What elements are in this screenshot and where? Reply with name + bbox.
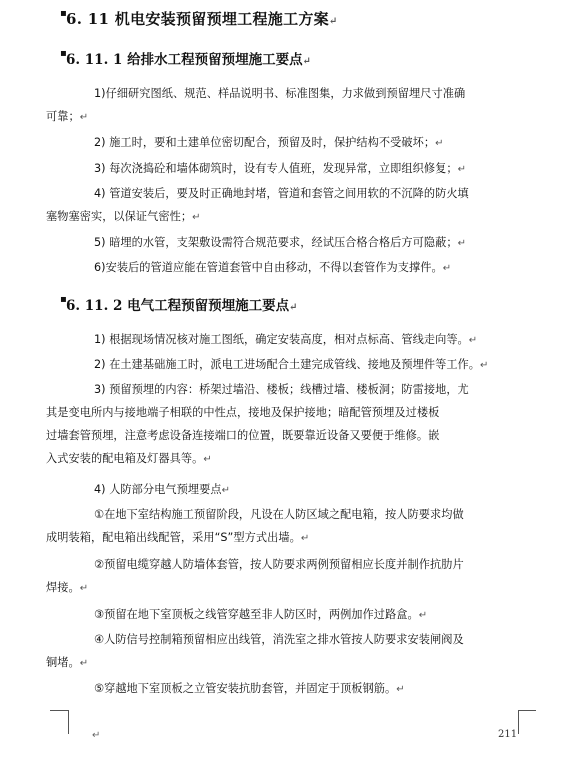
list-item-civil-defense-4: ④人防信号控制箱预留相应出线管，消洗室之排水管按人防要求安装闸阀及 铜堵。↵ — [46, 633, 464, 669]
list-item-civil-defense-3: ③预留在地下室顶板之线管穿越至非人防区时，两例加作过路盒。↵ — [94, 608, 428, 621]
crop-mark-right — [518, 710, 537, 734]
paragraph-electrical-4: 4) 人防部分电气预埋要点↵ — [94, 483, 231, 496]
paragraph-plumbing-4: 4) 管道安装后，要及时正确地封堵，管道和套管之间用软的不沉降的防火填 塞物塞密实，以保证气密性；↵ — [46, 187, 469, 223]
paragraph-plumbing-1: 1)仔细研究图纸、规范、样品说明书、标准图集，力求做到预留埋尺寸准确 可靠；↵ — [46, 87, 466, 123]
paragraph-electrical-1: 1) 根据现场情况核对施工图纸，确定安装高度，相对点标高、管线走向等。↵ — [94, 333, 478, 346]
paragraph-electrical-2: 2) 在土建基础施工时，派电工进场配合土建完成管线、接地及预埋件等工作。↵ — [94, 358, 489, 371]
chapter-heading: ▪6. 11 机电安装预留预埋工程施工方案↵ — [60, 8, 338, 28]
list-item-civil-defense-1: ①在地下室结构施工预留阶段，凡设在人防区域之配电箱，按人防要求均做 成明装箱，配电箱出线配管，采用“S”型方式出墙。↵ — [46, 508, 464, 544]
paragraph-plumbing-6: 6)安装后的管道应能在管道套管中自由移动，不得以套管作为支撑件。↵ — [94, 261, 452, 274]
paragraph-plumbing-2: 2) 施工时，要和土建单位密切配合，预留及时，保护结构不受破坏；↵ — [94, 136, 444, 149]
section-heading-plumbing: ▪6. 11. 1 给排水工程预留预埋施工要点↵ — [60, 48, 311, 68]
paragraph-electrical-3: 3) 预留预埋的内容：桥架过墙沿、楼板；线槽过墙、楼板洞；防雷接地，尤 其是变电所内与接地端子相联的中性点，接地及保护接地；暗配管预埋及过楼板 过墙套管预埋，注意考虑设备连接端口的位置，既要靠近设备又要便于维修。嵌 入式安装的配电箱及灯器具等。↵ — [46, 383, 469, 465]
paragraph-plumbing-3: 3) 每次浇捣砼和墙体砌筑时，设有专人值班，发现异常，立即组织修复；↵ — [94, 162, 466, 175]
crop-mark-left — [50, 710, 69, 734]
crop-mark-left-horizontal — [50, 710, 68, 711]
section-heading-electrical: ▪6. 11. 2 电气工程预留预埋施工要点↵ — [60, 294, 298, 314]
page-number: 211 — [498, 729, 518, 740]
list-item-civil-defense-2: ②预留电缆穿越人防墙体套管，按人防要求两例预留相应长度并制作抗肋片 焊接。↵ — [46, 558, 464, 594]
footer-paragraph-mark: ↵ — [92, 730, 101, 741]
crop-mark-right-horizontal — [518, 710, 536, 711]
list-item-civil-defense-5: ⑤穿越地下室顶板之立管安装抗肋套管，并固定于顶板钢筋。↵ — [94, 682, 405, 695]
paragraph-plumbing-5: 5) 暗埋的水管，支架敷设需符合规范要求，经试压合格合格后方可隐蔽；↵ — [94, 236, 466, 249]
